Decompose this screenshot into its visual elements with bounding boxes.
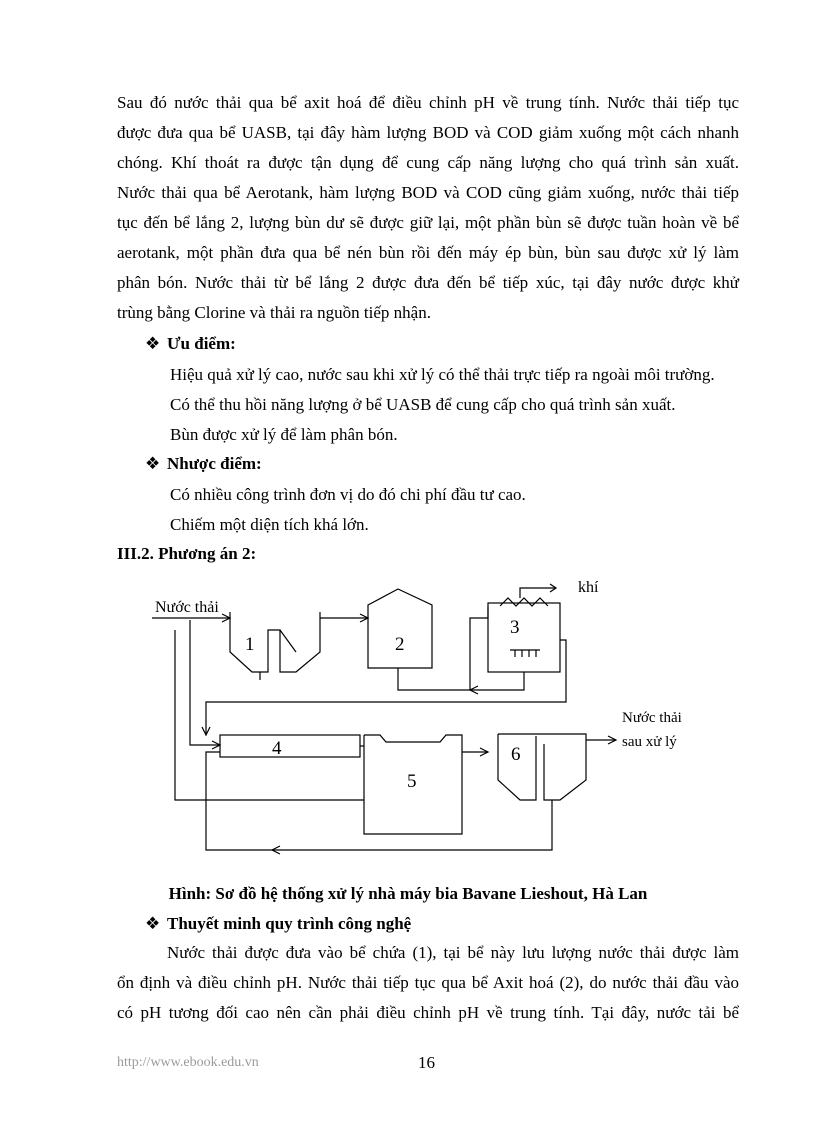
inflow-label: Nước thải [155,599,219,616]
paragraph-line: trùng bằng Clorine và thải ra nguồn tiếp nhận. [117,303,431,322]
figure-caption: Hình: Sơ đồ hệ thống xử lý nhà máy bia Bavane Lieshout, Hà Lan [168,884,648,903]
paragraph-line: có pH tương đối cao nên cần phải điều chỉnh pH về trung tính. Tại đây, nước tải bể [117,1003,739,1022]
paragraph-line: aerotank, một phần đưa qua bể nén bùn rồi đến máy ép bùn, bùn sau được xử lý làm [117,243,739,262]
process-heading: ❖ Thuyết minh quy trình công nghệ [145,914,412,933]
tank-2 [368,589,432,668]
tank-1-label: 1 [245,634,255,655]
paragraph-line: ổn định và điều chỉnh pH. Nước thải tiếp tục qua bể Axit hoá (2), do nước thải đầu vào [117,973,739,992]
tank-2-label: 2 [395,634,405,655]
outflow-label-2: sau xử lý [622,734,677,750]
disadvantage-item: Có nhiều công trình đơn vị do đó chi phí đầu tư cao. [170,485,526,504]
intro-paragraph [117,88,739,328]
diamond-bullet-icon: ❖ [145,454,161,473]
paragraph-line: Nước thải được đưa vào bể chứa (1), tại bể này lưu lượng nước thải được làm [167,943,739,962]
tank-5-label: 5 [407,771,417,792]
process-flow-diagram [0,572,816,872]
paragraph-line: tục đến bể lắng 2, lượng bùn dư sẽ được giữ lại, một phần bùn sẽ được tuần hoàn về bể [117,213,739,232]
diamond-bullet-icon: ❖ [145,334,161,353]
advantage-item: Có thể thu hồi năng lượng ở bể UASB để cung cấp cho quá trình sản xuất. [170,395,676,414]
paragraph-line: phân bón. Nước thải từ bể lắng 2 được đưa đến bể tiếp xúc, tại đây nước được khử [117,273,739,292]
tank-5 [364,735,462,834]
advantage-item: Hiệu quả xử lý cao, nước sau khi xử lý có thể thải trực tiếp ra ngoài môi trường. [170,365,715,384]
footer-url: http://www.ebook.edu.vn [117,1055,259,1070]
tank-6-label: 6 [511,744,521,765]
tank-4 [220,735,360,759]
tank-6 [498,734,586,800]
diamond-bullet-icon: ❖ [145,914,161,933]
tank-3-label: 3 [510,617,520,638]
disadvantages-heading: ❖ Nhược điểm: [145,454,262,473]
paragraph-line: Nước thải qua bể Aerotank, hàm lượng BOD và COD cũng giảm xuống, nước thải tiếp [117,183,739,202]
gas-label: khí [578,579,599,596]
page-number: 16 [418,1053,435,1072]
advantages-heading: ❖ Ưu điểm: [145,334,236,353]
tank-4-label: 4 [272,738,282,759]
process-paragraph [117,938,739,1028]
disadvantage-item: Chiếm một diện tích khá lớn. [170,515,369,534]
paragraph-line: được đưa qua bể UASB, tại đây hàm lượng BOD và COD giảm xuống một cách nhanh [117,123,739,142]
tank-3 [488,584,560,672]
outflow-label-1: Nước thải [622,710,682,726]
tank-1 [230,612,320,672]
paragraph-line: Sau đó nước thải qua bể axit hoá để điều chỉnh pH về trung tính. Nước thải tiếp tục [117,93,739,112]
paragraph-line: chóng. Khí thoát ra được tận dụng để cung cấp năng lượng cho quá trình sản xuất. [117,153,739,172]
section-title: III.2. Phương án 2: [117,544,257,563]
advantage-item: Bùn được xử lý để làm phân bón. [170,425,398,444]
